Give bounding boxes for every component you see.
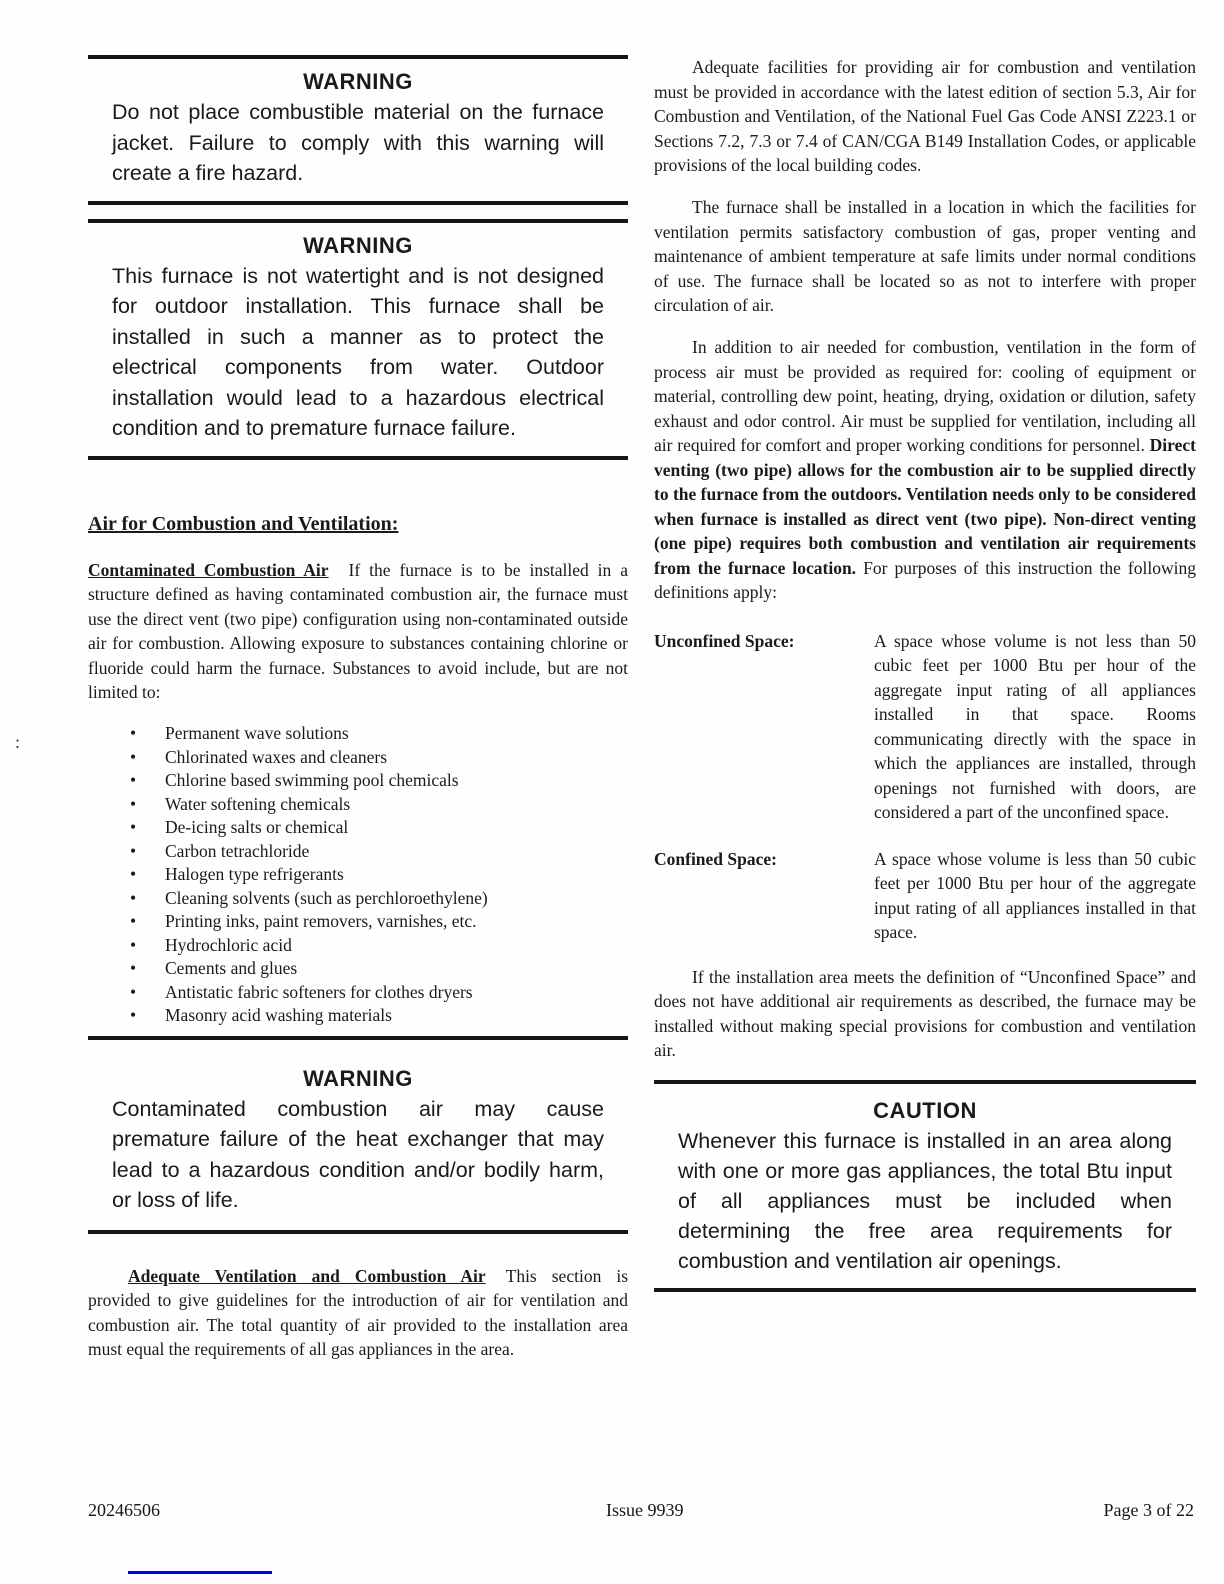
right-column bbox=[654, 0, 1196, 1292]
footer-page-number: Page 3 of 22 bbox=[1103, 1500, 1194, 1520]
warning-title: WARNING bbox=[303, 232, 413, 258]
warning-box-combustible bbox=[88, 55, 628, 205]
list-item: • Printing inks, paint removers, varnishes, etc. bbox=[88, 910, 628, 934]
warning-box-watertight bbox=[88, 219, 628, 460]
footer-issue: Issue 9939 bbox=[606, 1500, 684, 1520]
direct-venting-bold-text: Direct venting (two pipe) allows for the combustion air to be supplied directly to the furnace from the outdoors. Ventilation needs only to be considered when furnace is installed as direct vent (two pipe). Non-direct venting (one pipe) requires both combustion and ventilation air requirements from the furnace location. bbox=[654, 435, 1196, 578]
blue-underline-mark bbox=[128, 1571, 272, 1574]
list-item: • Water softening chemicals bbox=[88, 793, 628, 817]
footer-doc-number: 20246506 bbox=[88, 1500, 160, 1520]
contaminated-combustion-lead: Contaminated Combustion Air bbox=[88, 559, 329, 580]
adequate-ventilation-text: This section is provided to give guidelines for the introduction of air for ventilation and combustion air. The total quantity of air provided to the installation area must equal the requirements of all gas appliances in the area. bbox=[88, 1265, 628, 1359]
substances-to-avoid-list bbox=[88, 722, 628, 1028]
list-item: • Permanent wave solutions bbox=[88, 722, 628, 746]
list-item: • Masonry acid washing materials bbox=[88, 1004, 628, 1028]
list-item: • Hydrochloric acid bbox=[88, 934, 628, 958]
caution-box bbox=[654, 1080, 1196, 1292]
warning-body: Contaminated combustion air may cause premature failure of the heat exchanger that may lead to a hazardous condition and/or bodily harm, or loss of life. bbox=[112, 1096, 604, 1212]
list-item: • Cleaning solvents (such as perchloroethylene) bbox=[88, 887, 628, 911]
adequate-facilities-paragraph: Adequate facilities for providing air for combustion and ventilation must be provided in accordance with the latest edition of section 5.3, Air for Combustion and Ventilation, of the National Fuel Gas Code ANSI Z223.1 or Sections 7.2, 7.3 or 7.4 of CAN/CGA B149 Installation Codes, or applicable provisions of the local building codes. bbox=[654, 57, 1196, 175]
unconfined-installation-paragraph: If the installation area meets the definition of “Unconfined Space” and does not have additional air requirements as described, the furnace may be installed without making special provisions for combustion and ventilation air. bbox=[654, 966, 1196, 1060]
list-item: • Cements and glues bbox=[88, 957, 628, 981]
list-item: • Halogen type refrigerants bbox=[88, 863, 628, 887]
list-item: • Carbon tetrachloride bbox=[88, 840, 628, 864]
process-air-paragraph bbox=[654, 335, 1196, 605]
definition-text: A space whose volume is less than 50 cubic feet per 1000 Btu per hour of the aggregate input rating of all appliances installed in that space. bbox=[874, 848, 1196, 942]
contaminated-combustion-paragraph bbox=[88, 558, 628, 705]
warning-box-contaminated-air bbox=[88, 1036, 628, 1234]
definition-unconfined-space bbox=[654, 629, 1196, 825]
caution-body: Whenever this furnace is installed in an area along with one or more gas appliances, the total Btu input of all appliances must be included when determining the free area requirements for combustion and ventilation air openings. bbox=[678, 1129, 1172, 1273]
warning-title: WARNING bbox=[303, 69, 413, 94]
definition-term: Confined Space: bbox=[654, 848, 777, 869]
definition-confined-space bbox=[654, 847, 1196, 945]
definition-text: A space whose volume is not less than 50 cubic feet per 1000 Btu per hour of the aggregate input rating of all appliances installed in that space. Rooms communicating directly with the space in which the appliances are installed, through openings not furnished with doors, are considered a part of the unconfined space. bbox=[874, 630, 1196, 822]
section-heading-air-combustion: Air for Combustion and Ventilation: bbox=[88, 512, 399, 535]
furnace-location-paragraph: The furnace shall be installed in a location in which the facilities for ventilation permits satisfactory combustion of gas, proper venting and maintenance of ambient temperature at safe limits under normal conditions of use. The furnace shall be located so as not to interfere with proper circulation of air. bbox=[654, 197, 1196, 315]
left-column bbox=[88, 0, 628, 1379]
list-item: • Chlorine based swimming pool chemicals bbox=[88, 769, 628, 793]
definitions-intro-text: For purposes of this instruction the following definitions apply: bbox=[654, 557, 1196, 602]
warning-body: This furnace is not watertight and is not designed for outdoor installation. This furnace shall be installed in such a manner as to protect the electrical components from water. Outdoor installation would lead to a hazardous electrical condition and to premature furnace failure. bbox=[112, 263, 604, 440]
contaminated-combustion-text: If the furnace is to be installed in a structure defined as having contaminated combustion air, the furnace must use the direct vent (two pipe) configuration using non-contaminated outside air for combustion. Allowing exposure to substances containing chlorine or fluoride could harm the furnace. Substances to avoid include, but are not limited to: bbox=[88, 559, 629, 702]
process-air-text: In addition to air needed for combustion, ventilation in the form of process air must be provided as required for: cooling of equipment or material, controlling dew point, heating, drying, oxidation or dilution, safety exhaust and odor control. Air must be supplied for ventilation, including all air required for comfort and proper working conditions for personnel. bbox=[654, 337, 1196, 455]
caution-title: CAUTION bbox=[873, 1098, 977, 1123]
adequate-ventilation-paragraph bbox=[88, 1264, 628, 1362]
list-item: • Antistatic fabric softeners for clothes dryers bbox=[88, 981, 628, 1005]
list-item: • De-icing salts or chemical bbox=[88, 816, 628, 840]
warning-body: Do not place combustible material on the furnace jacket. Failure to comply with this warning will create a fire hazard. bbox=[112, 100, 604, 185]
adequate-ventilation-lead: Adequate Ventilation and Combustion Air bbox=[128, 1265, 486, 1286]
scan-artifact: : bbox=[15, 732, 21, 752]
warning-title: WARNING bbox=[303, 1065, 413, 1091]
definition-term: Unconfined Space: bbox=[654, 630, 795, 651]
list-item: • Chlorinated waxes and cleaners bbox=[88, 746, 628, 770]
